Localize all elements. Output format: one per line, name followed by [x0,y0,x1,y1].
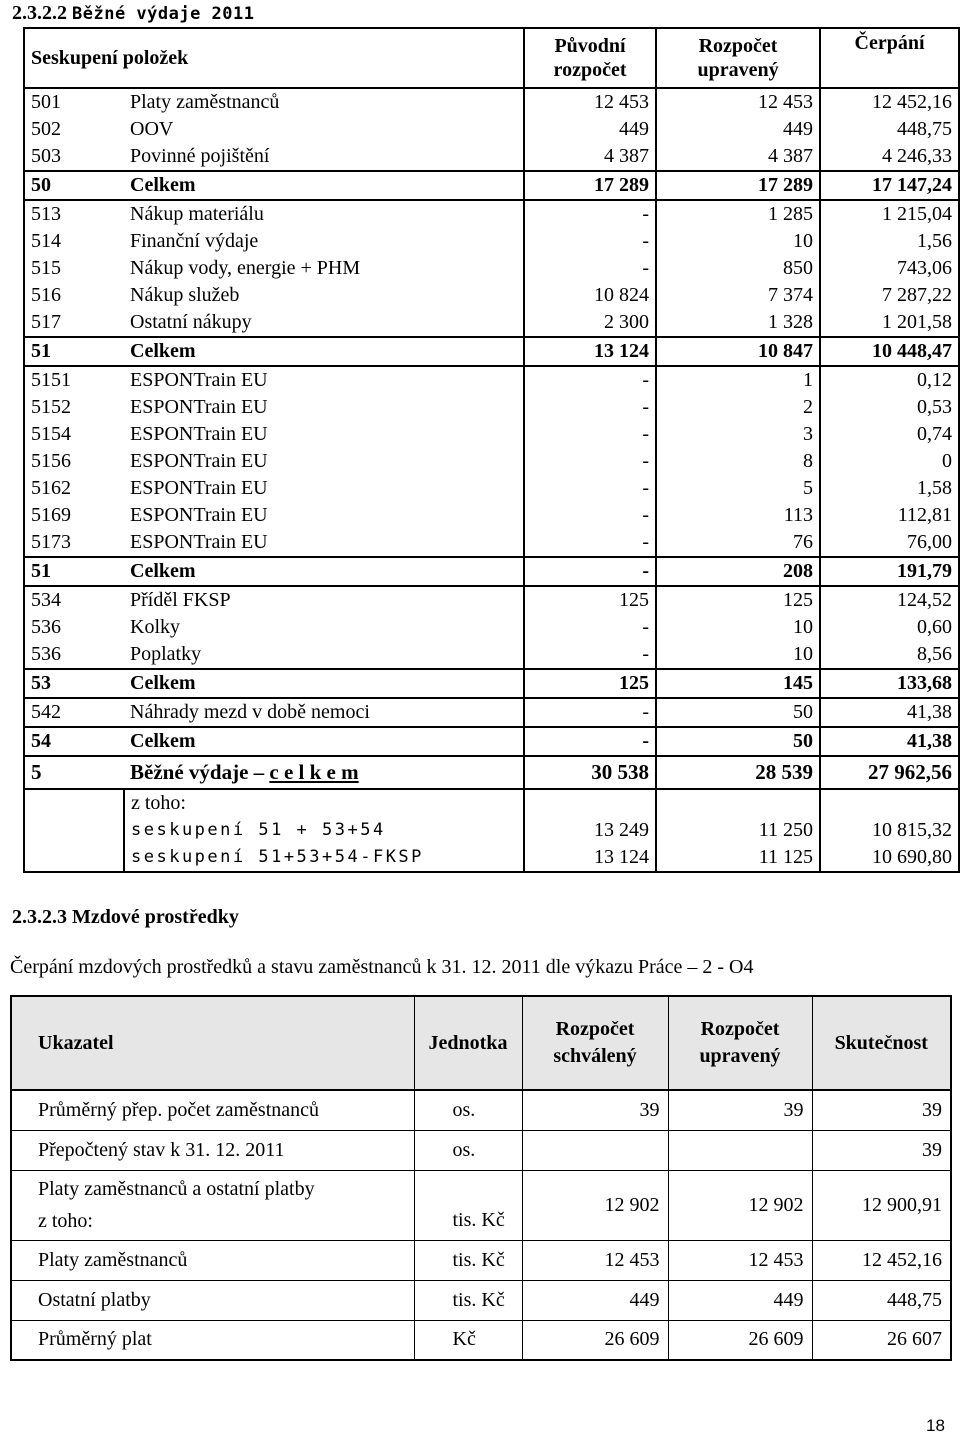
item-name: Ostatní nákupy [130,311,252,333]
header-actual: Skutečnost [812,996,951,1090]
table-row [24,394,959,421]
original-budget-value: - [524,557,656,586]
item-name: Celkem [124,337,524,366]
subtotal-row [24,817,959,844]
item-name: ESPONTrain EU [130,531,268,553]
indicator-name: Průměrný přep. počet zaměstnanců [11,1090,414,1130]
section-heading-current-expenses [12,2,255,25]
item-name: Platy zaměstnanců [124,88,524,116]
original-budget-value: - [524,502,656,529]
table-row [24,727,959,756]
adjusted-budget-value: 10 [656,614,820,641]
item-code: 50 [24,171,124,200]
original-budget-value: 2 300 [524,309,656,337]
adjusted-budget-value: 8 [656,448,820,475]
actual-value: 26 607 [812,1320,951,1360]
current-expenses-table [23,27,960,873]
spent-value: 7 287,22 [820,282,959,309]
original-budget-value: - [524,529,656,557]
actual-value: 12 452,16 [812,1240,951,1280]
adjusted-budget-value: 11 250 [656,817,820,844]
table-row [24,366,959,394]
table-row [24,309,959,337]
table-row [24,255,959,282]
unit: os. [414,1090,522,1130]
unit: tis. Kč [414,1280,522,1320]
spent-value: 17 147,24 [820,171,959,200]
original-budget-value: - [524,200,656,228]
table-row [24,337,959,366]
subtotal-row [24,844,959,872]
section-number: 2.3.2.3 [12,906,67,928]
item-code: 516 [31,284,61,306]
item-name: Náhrady mezd v době nemoci [124,698,524,727]
table-row [24,641,959,669]
item-name: ESPONTrain EU [130,504,268,526]
subtotal-name: seskupení 51+53+54-FKSP [124,844,524,872]
table-row [11,1090,951,1130]
indicator-name: Přepočtený stav k 31. 12. 2011 [11,1130,414,1170]
item-code: 515 [31,257,61,279]
unit: tis. Kč [414,1240,522,1280]
original-budget-value: 10 824 [524,282,656,309]
adjusted-budget-value: 28 539 [656,756,820,789]
unit: Kč [414,1320,522,1360]
spent-value: 0,60 [820,614,959,641]
adjusted-budget-value: 5 [656,475,820,502]
item-code: 517 [31,311,61,333]
unit: os. [414,1130,522,1170]
item-code: 51 [24,337,124,366]
item-name: Povinné pojištění [130,145,270,167]
item-code: 5173 [31,531,71,553]
item-name: Běžné výdaje – c e l k e m [124,756,524,789]
header-adjusted-budget: Rozpočet upravený [668,996,812,1090]
item-code: 503 [31,145,61,167]
item-name: Celkem [124,557,524,586]
adjusted-budget-value: 7 374 [656,282,820,309]
table-row [24,557,959,586]
adjusted-budget-value: 3 [656,421,820,448]
intro-text: Čerpání mzdových prostředků a stavu zaměstnanců k 31. 12. 2011 dle výkazu Práce – 2 - O4 [10,956,754,978]
original-budget-value: 12 453 [524,88,656,116]
original-budget-value: - [524,475,656,502]
item-code: 51 [24,557,124,586]
table-row [24,669,959,698]
header-approved-budget: Rozpočet schválený [522,996,668,1090]
spent-value: 0,53 [820,394,959,421]
adjusted-budget-value: 4 387 [656,143,820,171]
header-unit: Jednotka [414,996,522,1090]
item-code: 536 [31,616,61,638]
item-code: 5156 [31,450,71,472]
adjusted-budget-value: 1 [656,366,820,394]
item-name: ESPONTrain EU [130,396,268,418]
item-name: ESPONTrain EU [130,477,268,499]
section-title: Běžné výdaje 2011 [72,4,255,24]
header-spent: Čerpání [820,28,959,88]
adjusted-budget-value: 50 [656,698,820,727]
original-budget-value: - [524,614,656,641]
spent-value: 27 962,56 [820,756,959,789]
spent-value: 76,00 [820,529,959,557]
original-budget-value: 4 387 [524,143,656,171]
table-row [24,228,959,255]
spent-value: 0,74 [820,421,959,448]
table-row [24,200,959,228]
adjusted-budget-value: 10 847 [656,337,820,366]
wages-table [10,995,952,1361]
spent-value: 12 452,16 [820,88,959,116]
adjusted-budget-value: 10 [656,228,820,255]
table-header-row [24,28,959,88]
item-code: 5154 [31,423,71,445]
adjusted-budget-value: 12 453 [668,1240,812,1280]
spent-value: 124,52 [820,586,959,614]
item-name: ESPONTrain EU [124,366,524,394]
item-code: 501 [24,88,124,116]
approved-budget-value: 26 609 [522,1320,668,1360]
original-budget-value: 17 289 [524,171,656,200]
original-budget-value: - [524,448,656,475]
actual-value: 39 [812,1090,951,1130]
original-budget-value: - [524,366,656,394]
adjusted-budget-value [668,1130,812,1170]
spent-value: 41,38 [820,727,959,756]
actual-value: 39 [812,1130,951,1170]
table-row [11,1130,951,1170]
adjusted-budget-value: 11 125 [656,844,820,872]
indicator-name: Průměrný plat [11,1320,414,1360]
item-name: Celkem [124,171,524,200]
adjusted-budget-value: 12 453 [656,88,820,116]
spent-value: 4 246,33 [820,143,959,171]
table-row [24,529,959,557]
item-code: 514 [31,230,61,252]
original-budget-value: 13 249 [524,817,656,844]
approved-budget-value: 449 [522,1280,668,1320]
adjusted-budget-value: 449 [656,116,820,143]
spent-value: 133,68 [820,669,959,698]
table-row [24,282,959,309]
adjusted-budget-value: 50 [656,727,820,756]
adjusted-budget-value: 850 [656,255,820,282]
original-budget-value: 30 538 [524,756,656,789]
table-row [24,421,959,448]
original-budget-value: - [524,727,656,756]
table-header-row [11,996,951,1090]
original-budget-value: 449 [524,116,656,143]
adjusted-budget-value: 1 285 [656,200,820,228]
table-row [11,1170,951,1240]
item-code: 5152 [31,396,71,418]
original-budget-value: - [524,641,656,669]
item-name: Finanční výdaje [130,230,259,252]
spent-value: 743,06 [820,255,959,282]
actual-value: 12 900,91 [812,1170,951,1240]
spent-value: 191,79 [820,557,959,586]
adjusted-budget-value: 2 [656,394,820,421]
section-title: Mzdové prostředky [72,906,239,928]
adjusted-budget-value: 39 [668,1090,812,1130]
original-budget-value: - [524,255,656,282]
spent-value: 112,81 [820,502,959,529]
item-name: Poplatky [130,643,202,665]
spent-value: 0,12 [820,366,959,394]
adjusted-budget-value: 26 609 [668,1320,812,1360]
approved-budget-value: 12 453 [522,1240,668,1280]
subtotal-label-row [24,789,959,817]
spent-value: 10 815,32 [820,817,959,844]
item-code: 534 [24,586,124,614]
indicator-name: Platy zaměstnanců a ostatní platby z toho: [11,1170,414,1240]
item-code: 5151 [24,366,124,394]
adjusted-budget-value: 17 289 [656,171,820,200]
adjusted-budget-value: 125 [656,586,820,614]
actual-value: 448,75 [812,1280,951,1320]
item-name: Příděl FKSP [124,586,524,614]
unit: tis. Kč [414,1170,522,1240]
table-row [11,1240,951,1280]
item-name: ESPONTrain EU [130,423,268,445]
section-number: 2.3.2.2 [12,2,67,24]
item-name: Kolky [130,616,180,638]
header-original-budget: Původní rozpočet [524,28,656,88]
adjusted-budget-value: 449 [668,1280,812,1320]
table-row [11,1320,951,1360]
table-row [24,586,959,614]
table-row [24,171,959,200]
item-name: Nákup materiálu [124,200,524,228]
item-name: Celkem [124,727,524,756]
spent-value: 1 201,58 [820,309,959,337]
item-name: ESPONTrain EU [130,450,268,472]
table-row [24,88,959,116]
subtotal-label: z toho: [124,789,524,817]
section-heading-wages [12,906,239,929]
item-code: 53 [24,669,124,698]
table-row [24,475,959,502]
approved-budget-value: 12 902 [522,1170,668,1240]
item-code: 5 [24,756,124,789]
original-budget-value: 125 [524,586,656,614]
item-code: 5162 [31,477,71,499]
header-adjusted-budget: Rozpočet upravený [656,28,820,88]
table-row [24,614,959,641]
spent-value: 1 215,04 [820,200,959,228]
adjusted-budget-value: 10 [656,641,820,669]
table-row [11,1280,951,1320]
item-code: 502 [31,118,61,140]
grand-total-row [24,756,959,789]
table-row [24,116,959,143]
original-budget-value: - [524,228,656,255]
spent-value: 41,38 [820,698,959,727]
adjusted-budget-value: 113 [656,502,820,529]
item-code: 54 [24,727,124,756]
approved-budget-value [522,1130,668,1170]
approved-budget-value: 39 [522,1090,668,1130]
spent-value: 8,56 [820,641,959,669]
table-row [24,448,959,475]
item-name: Celkem [124,669,524,698]
table-row [24,698,959,727]
header-indicator: Ukazatel [11,996,414,1090]
subtotal-name: seskupení 51 + 53+54 [124,817,524,844]
spent-value: 448,75 [820,116,959,143]
original-budget-value: 125 [524,669,656,698]
spent-value: 1,58 [820,475,959,502]
item-name: Nákup vody, energie + PHM [130,257,361,279]
header-group: Seskupení položek [31,47,189,69]
adjusted-budget-value: 208 [656,557,820,586]
adjusted-budget-value: 145 [656,669,820,698]
item-code: 542 [24,698,124,727]
item-code: 536 [31,643,61,665]
item-code: 513 [24,200,124,228]
item-name: Nákup služeb [130,284,240,306]
item-name: OOV [130,118,174,140]
original-budget-value: 13 124 [524,337,656,366]
spent-value: 10 690,80 [820,844,959,872]
adjusted-budget-value: 12 902 [668,1170,812,1240]
original-budget-value: - [524,698,656,727]
original-budget-value: - [524,394,656,421]
original-budget-value: - [524,421,656,448]
indicator-name: Ostatní platby [11,1280,414,1320]
adjusted-budget-value: 76 [656,529,820,557]
table-row [24,143,959,171]
page-number: 18 [926,1416,945,1435]
adjusted-budget-value: 1 328 [656,309,820,337]
spent-value: 1,56 [820,228,959,255]
indicator-name: Platy zaměstnanců [11,1240,414,1280]
table-row [24,502,959,529]
spent-value: 10 448,47 [820,337,959,366]
item-code: 5169 [31,504,71,526]
spent-value: 0 [820,448,959,475]
original-budget-value: 13 124 [524,844,656,872]
